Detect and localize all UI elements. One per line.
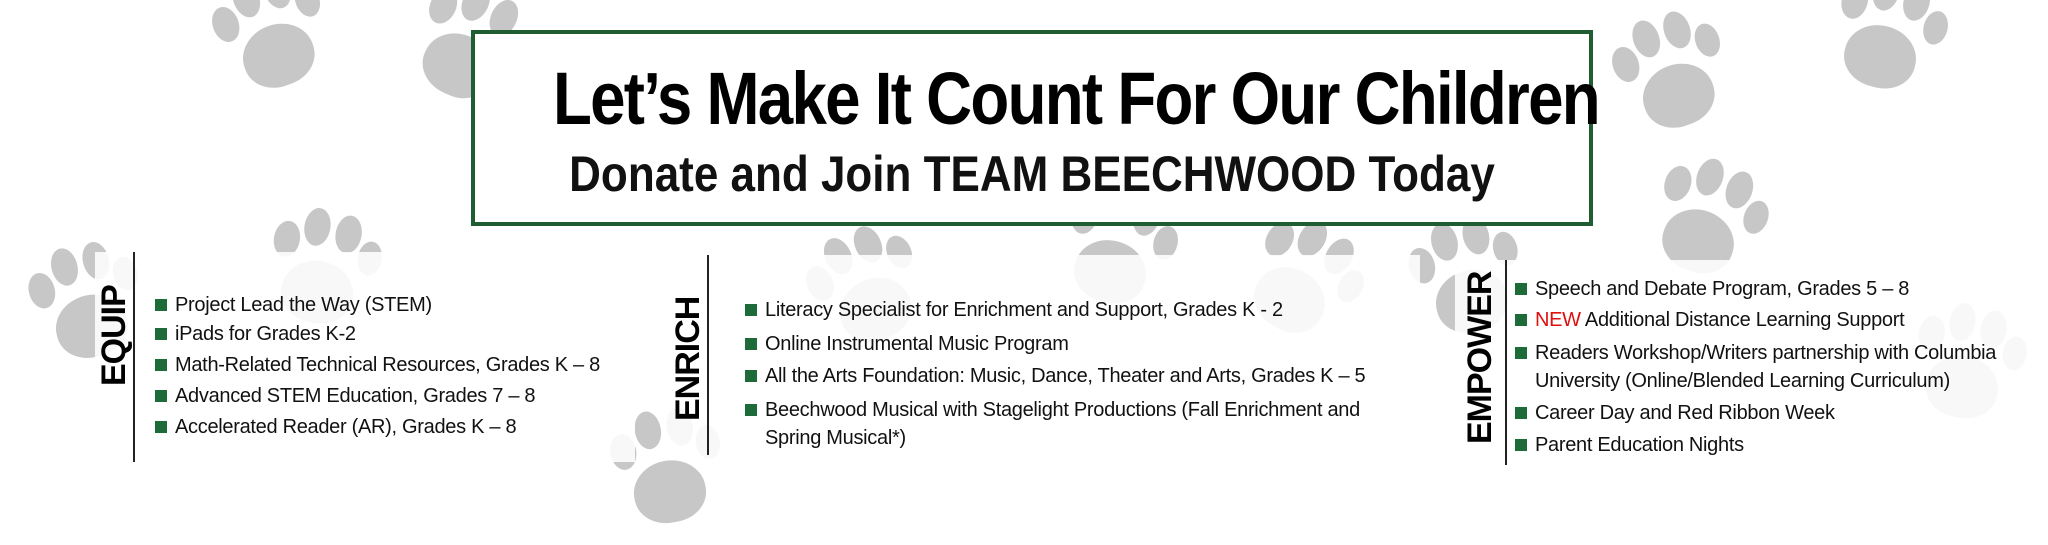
equip-panel — [95, 252, 635, 462]
bullet-square-icon — [155, 390, 167, 402]
empower-divider — [1505, 260, 1507, 465]
banner-title: Let’s Make It Count For Our Children — [552, 57, 1599, 140]
enrich-label: ENRICH — [669, 296, 707, 421]
headline-banner — [471, 30, 1599, 226]
empower-panel — [1455, 260, 2040, 470]
bullet-square-icon — [155, 328, 167, 340]
list-item: Beechwood Musical with Stagelight Productions (Fall Enrichment and — [745, 397, 1365, 423]
list-item: Literacy Specialist for Enrichment and Support, Grades K - 2 — [745, 297, 1365, 323]
list-item-continuation: Spring Musical*) — [765, 427, 906, 449]
banner-subtitle: Donate and Join TEAM BEECHWOOD Today — [569, 146, 1495, 202]
empower-label: EMPOWER — [1461, 271, 1499, 444]
bullet-square-icon — [1515, 347, 1527, 359]
new-badge: NEW — [1535, 309, 1581, 331]
list-item: Online Instrumental Music Program — [745, 331, 1365, 357]
paw-print-icon — [187, 0, 354, 118]
paw-print-icon — [1805, 0, 1964, 115]
list-item: NEW Additional Distance Learning Support — [1515, 307, 1996, 333]
list-item: Readers Workshop/Writers partnership with Columbia — [1515, 340, 1996, 366]
bullet-square-icon — [1515, 283, 1527, 295]
list-item: Speech and Debate Program, Grades 5 – 8 — [1515, 276, 1996, 302]
bullet-square-icon — [1515, 439, 1527, 451]
list-item: Math-Related Technical Resources, Grades K – 8 — [155, 352, 600, 378]
enrich-panel — [665, 255, 1420, 460]
list-item-continuation: University (Online/Blended Learning Curriculum) — [1535, 370, 1950, 392]
bullet-square-icon — [1515, 314, 1527, 326]
enrich-list — [745, 297, 1365, 451]
list-item: Parent Education Nights — [1515, 432, 1996, 458]
list-item: Advanced STEM Education, Grades 7 – 8 — [155, 383, 600, 409]
list-item: Career Day and Red Ribbon Week — [1515, 400, 1996, 426]
equip-list — [155, 292, 600, 440]
list-item: Project Lead the Way (STEM) — [155, 292, 600, 318]
paw-print-icon — [1587, 0, 1754, 158]
bullet-square-icon — [155, 421, 167, 433]
bullet-square-icon — [745, 338, 757, 350]
bullet-square-icon — [1515, 407, 1527, 419]
equip-label: EQUIP — [95, 285, 133, 386]
list-item: Accelerated Reader (AR), Grades K – 8 — [155, 414, 600, 440]
list-item: iPads for Grades K-2 — [155, 321, 600, 347]
list-item: All the Arts Foundation: Music, Dance, Theater and Arts, Grades K – 5 — [745, 363, 1365, 389]
empower-list — [1515, 276, 1996, 458]
bullet-square-icon — [155, 359, 167, 371]
bullet-square-icon — [745, 404, 757, 416]
bullet-square-icon — [745, 370, 757, 382]
bullet-square-icon — [155, 299, 167, 311]
bullet-square-icon — [745, 304, 757, 316]
